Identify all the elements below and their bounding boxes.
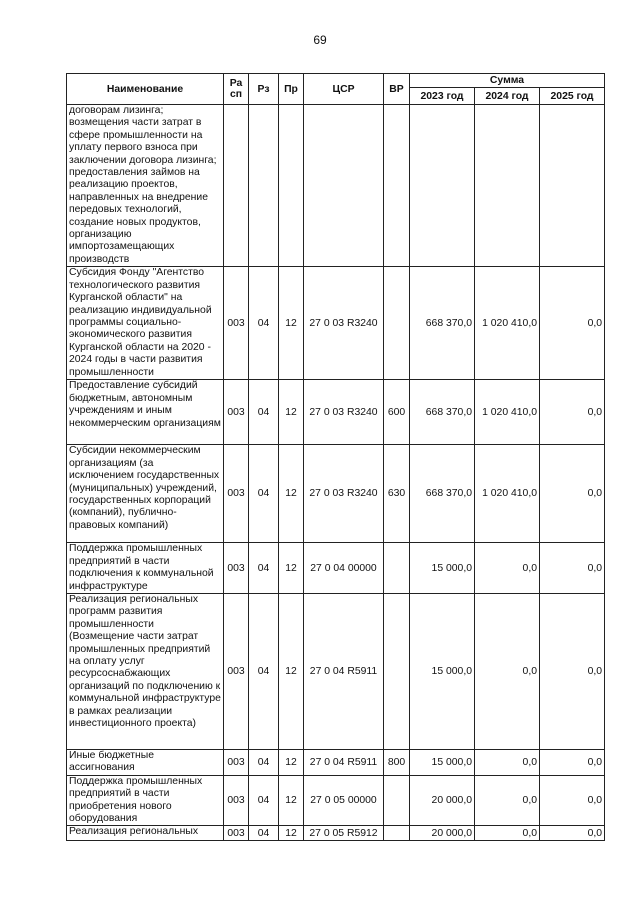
row-csr [304, 105, 384, 267]
table-row [67, 749, 605, 775]
row-sum-2025: 0,0 [540, 445, 605, 543]
row-pr: 12 [279, 749, 304, 775]
row-rz: 04 [249, 543, 279, 594]
row-name: Поддержка промышленных предприятий в части подключения к коммунальной инфраструктуре [67, 543, 224, 594]
row-sum-2023 [410, 105, 475, 267]
row-rasp: 003 [224, 826, 249, 841]
table-row [67, 593, 605, 749]
row-csr: 27 0 03 R3240 [304, 445, 384, 543]
row-sum-2023: 668 370,0 [410, 267, 475, 380]
row-rz: 04 [249, 267, 279, 380]
row-sum-2023: 668 370,0 [410, 445, 475, 543]
row-sum-2024: 1 020 410,0 [475, 267, 540, 380]
table-row [67, 105, 605, 267]
row-csr: 27 0 05 00000 [304, 775, 384, 826]
row-pr: 12 [279, 593, 304, 749]
row-pr: 12 [279, 543, 304, 594]
row-csr: 27 0 03 R3240 [304, 380, 384, 445]
row-rasp: 003 [224, 749, 249, 775]
row-sum-2024: 0,0 [475, 593, 540, 749]
row-sum-2023: 20 000,0 [410, 775, 475, 826]
row-pr: 12 [279, 775, 304, 826]
row-sum-2025 [540, 105, 605, 267]
row-vr [384, 826, 410, 841]
row-sum-2025: 0,0 [540, 267, 605, 380]
row-name: Поддержка промышленных предприятий в части приобретения нового оборудования [67, 775, 224, 826]
row-sum-2024: 0,0 [475, 826, 540, 841]
row-vr [384, 775, 410, 826]
header-sum: Сумма [410, 74, 605, 88]
header-year-2024: 2024 год [475, 88, 540, 105]
row-sum-2024 [475, 105, 540, 267]
row-vr [384, 267, 410, 380]
row-name: Субсидии некоммерческим организациям (за исключением государственных (муниципальных) учреждений, государственных корпораций (компаний), публично-правовых компаний) [67, 445, 224, 543]
row-pr: 12 [279, 380, 304, 445]
row-vr: 600 [384, 380, 410, 445]
row-name: договорам лизинга; возмещения части затрат в сфере промышленности на уплату первого взноса при заключении договора лизинга; предоставления займов на реализацию проектов, направленных на внедрение передовых технологий, создание новых продуктов, организацию импортозамещающих производств [67, 105, 224, 267]
row-name: Реализация региональных [67, 826, 224, 841]
row-rasp: 003 [224, 267, 249, 380]
row-sum-2025: 0,0 [540, 380, 605, 445]
row-name: Предоставление субсидий бюджетным, автономным учреждениям и иным некоммерческим организациям [67, 380, 224, 445]
header-year-2023: 2023 год [410, 88, 475, 105]
row-rasp: 003 [224, 445, 249, 543]
table-row [67, 267, 605, 380]
table-row [67, 826, 605, 841]
row-rasp [224, 105, 249, 267]
budget-table [66, 73, 605, 841]
row-sum-2023: 15 000,0 [410, 593, 475, 749]
row-sum-2025: 0,0 [540, 543, 605, 594]
row-rasp: 003 [224, 380, 249, 445]
row-sum-2024: 0,0 [475, 543, 540, 594]
row-vr [384, 105, 410, 267]
row-name: Иные бюджетные ассигнования [67, 749, 224, 775]
row-vr: 800 [384, 749, 410, 775]
row-rz: 04 [249, 749, 279, 775]
row-rz: 04 [249, 445, 279, 543]
header-rasp: Ра сп [224, 74, 249, 105]
row-rz: 04 [249, 826, 279, 841]
row-pr: 12 [279, 445, 304, 543]
row-sum-2025: 0,0 [540, 749, 605, 775]
row-pr [279, 105, 304, 267]
table-row [67, 543, 605, 594]
header-csr: ЦСР [304, 74, 384, 105]
table-row [67, 380, 605, 445]
row-rasp: 003 [224, 543, 249, 594]
row-sum-2023: 668 370,0 [410, 380, 475, 445]
row-vr [384, 593, 410, 749]
header-year-2025: 2025 год [540, 88, 605, 105]
row-sum-2024: 0,0 [475, 749, 540, 775]
row-csr: 27 0 04 R5911 [304, 749, 384, 775]
row-rz: 04 [249, 593, 279, 749]
header-rz: Рз [249, 74, 279, 105]
row-rz: 04 [249, 775, 279, 826]
header-vr: ВР [384, 74, 410, 105]
row-sum-2024: 0,0 [475, 775, 540, 826]
row-csr: 27 0 05 R5912 [304, 826, 384, 841]
table-header [67, 74, 605, 105]
row-sum-2024: 1 020 410,0 [475, 445, 540, 543]
row-pr: 12 [279, 267, 304, 380]
row-sum-2023: 20 000,0 [410, 826, 475, 841]
table-body [67, 105, 605, 841]
row-sum-2023: 15 000,0 [410, 749, 475, 775]
page-number: 69 [313, 33, 327, 47]
row-csr: 27 0 03 R3240 [304, 267, 384, 380]
row-sum-2025: 0,0 [540, 826, 605, 841]
row-rasp: 003 [224, 775, 249, 826]
row-csr: 27 0 04 00000 [304, 543, 384, 594]
header-name: Наименование [67, 74, 224, 105]
row-sum-2025: 0,0 [540, 593, 605, 749]
header-pr: Пр [279, 74, 304, 105]
table-row [67, 775, 605, 826]
row-pr: 12 [279, 826, 304, 841]
row-rz: 04 [249, 380, 279, 445]
row-name: Субсидия Фонду "Агентство технологического развития Курганской области" на реализацию индивидуальной программы социально-экономического развития Курганской области на 2020 - 2024 годы в части развития промышленности [67, 267, 224, 380]
row-sum-2023: 15 000,0 [410, 543, 475, 594]
table-row [67, 445, 605, 543]
row-csr: 27 0 04 R5911 [304, 593, 384, 749]
row-rz [249, 105, 279, 267]
row-sum-2024: 1 020 410,0 [475, 380, 540, 445]
row-sum-2025: 0,0 [540, 775, 605, 826]
row-rasp: 003 [224, 593, 249, 749]
row-vr [384, 543, 410, 594]
row-vr: 630 [384, 445, 410, 543]
row-name: Реализация региональных программ развития промышленности (Возмещение части затрат промышленных предприятий на оплату услуг ресурсоснабжающих организаций по подключению к коммунальной инфраструктуре в рамках реализации инвестиционного проекта) [67, 593, 224, 749]
